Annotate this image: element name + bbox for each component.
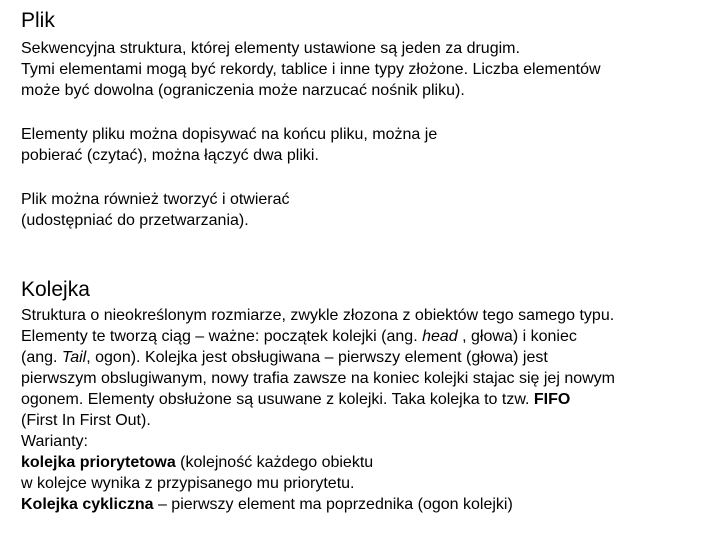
heading-kolejka: Kolejka	[21, 278, 90, 301]
text-line	[21, 494, 615, 515]
text-line: może być dowolna (ograniczenia może narzucać nośnik pliku).	[21, 82, 465, 99]
kolejka-paragraph	[21, 305, 615, 515]
text-line	[21, 452, 615, 473]
term-kolejka-priorytetowa: kolejka priorytetowa	[21, 454, 176, 471]
text-line: Struktura o nieokreślonym rozmiarze, zwykle złozona z obiektów tego samego typu.	[21, 307, 615, 324]
text-line: pierwszym obslugiwanym, nowy trafia zawsze na koniec kolejki stajac się jej nowym	[21, 370, 616, 387]
plik-paragraph-3	[21, 189, 290, 231]
plik-paragraph-1	[21, 38, 601, 101]
text-line: w kolejce wynika z przypisanego mu priorytetu.	[21, 475, 355, 492]
heading-plik: Plik	[21, 9, 55, 32]
term-fifo: FIFO	[533, 391, 571, 408]
text-segment: , głowa) i koniec	[457, 328, 577, 345]
text-line: Plik można również tworzyć i otwierać	[21, 191, 290, 208]
text-line	[21, 347, 615, 368]
text-segment: ogonem. Elementy obsłużone są usuwane z kolejki. Taka kolejka to tzw.	[21, 391, 534, 408]
text-line: Elementy pliku można dopisywać na końcu pliku, można je	[21, 126, 438, 143]
term-kolejka-cykliczna: Kolejka cykliczna	[21, 496, 154, 513]
text-segment: Elementy te tworzą ciąg – ważne: początek kolejki (ang.	[21, 328, 423, 345]
text-segment: (ang.	[21, 349, 62, 366]
text-segment: (kolejność każdego obiektu	[175, 454, 374, 471]
term-tail: Tail	[61, 349, 87, 366]
text-segment: , ogon). Kolejka jest obsługiwana – pierwszy element (głowa) jest	[86, 349, 548, 366]
text-line: Sekwencyjna struktura, której elementy ustawione są jeden za drugim.	[21, 40, 520, 57]
slide	[21, 0, 701, 540]
text-line	[21, 326, 615, 347]
plik-paragraph-2	[21, 124, 437, 166]
term-head: head	[422, 328, 458, 345]
text-segment: – pierwszy element ma poprzednika (ogon kolejki)	[153, 496, 513, 513]
text-line	[21, 389, 615, 410]
text-line: (First In First Out).	[21, 412, 151, 429]
text-line: pobierać (czytać), można łączyć dwa pliki.	[21, 147, 319, 164]
text-line: Tymi elementami mogą być rekordy, tablice i inne typy złożone. Liczba elementów	[21, 61, 601, 78]
text-line: (udostępniać do przetwarzania).	[21, 212, 249, 229]
text-line: Warianty:	[21, 433, 88, 450]
